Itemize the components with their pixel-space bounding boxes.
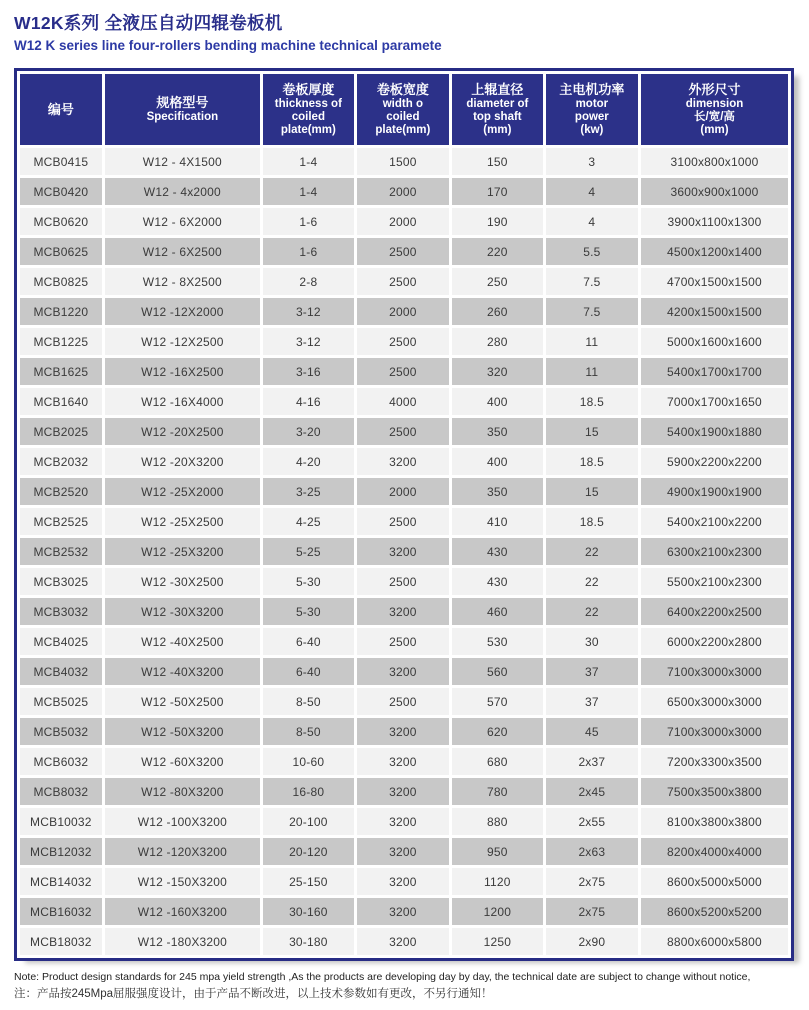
cell-dimension: 4500x1200x1400 bbox=[641, 238, 788, 265]
cell-power: 45 bbox=[546, 718, 638, 745]
column-header-line: plate(mm) bbox=[280, 123, 336, 136]
cell-specification: W12 -100X3200 bbox=[105, 808, 260, 835]
cell-width: 2500 bbox=[357, 418, 449, 445]
cell-specification: W12 -12X2000 bbox=[105, 298, 260, 325]
cell-width: 3200 bbox=[357, 808, 449, 835]
column-header-line: top shaft bbox=[473, 110, 522, 123]
cell-specification: W12 -40X2500 bbox=[105, 628, 260, 655]
table-row bbox=[20, 838, 788, 865]
cell-power: 22 bbox=[546, 598, 638, 625]
cell-specification: W12 -50X3200 bbox=[105, 718, 260, 745]
table-row bbox=[20, 628, 788, 655]
cell-width: 2000 bbox=[357, 478, 449, 505]
cell-power: 2x90 bbox=[546, 928, 638, 955]
cell-diameter: 260 bbox=[452, 298, 543, 325]
table-row bbox=[20, 178, 788, 205]
cell-dimension: 6300x2100x2300 bbox=[641, 538, 788, 565]
note-english: Note: Product design standards for 245 mpa yield strength ,As the products are developing day by day, the technical date are subject to change without notice, bbox=[14, 971, 751, 983]
table-row bbox=[20, 778, 788, 805]
cell-width: 2500 bbox=[357, 508, 449, 535]
column-header-line: (mm) bbox=[483, 123, 512, 136]
column-header-line: 卷板宽度 bbox=[376, 82, 429, 98]
table-row bbox=[20, 658, 788, 685]
cell-diameter: 1200 bbox=[452, 898, 543, 925]
cell-diameter: 430 bbox=[452, 538, 543, 565]
cell-power: 7.5 bbox=[546, 298, 638, 325]
cell-power: 4 bbox=[546, 178, 638, 205]
table-row bbox=[20, 718, 788, 745]
cell-specification: W12 - 4x2000 bbox=[105, 178, 260, 205]
cell-power: 2x55 bbox=[546, 808, 638, 835]
column-header-line: Specification bbox=[146, 110, 219, 123]
cell-specification: W12 -25X3200 bbox=[105, 538, 260, 565]
cell-power: 3 bbox=[546, 148, 638, 175]
cell-power: 2x45 bbox=[546, 778, 638, 805]
cell-diameter: 950 bbox=[452, 838, 543, 865]
cell-width: 2500 bbox=[357, 688, 449, 715]
cell-dimension: 7000x1700x1650 bbox=[641, 388, 788, 415]
cell-code: MCB5032 bbox=[20, 718, 102, 745]
column-header-line: 主电机功率 bbox=[559, 82, 625, 98]
cell-thickness: 3-12 bbox=[263, 298, 354, 325]
cell-power: 18.5 bbox=[546, 388, 638, 415]
table-row bbox=[20, 418, 788, 445]
cell-power: 22 bbox=[546, 538, 638, 565]
cell-dimension: 7100x3000x3000 bbox=[641, 658, 788, 685]
cell-code: MCB4025 bbox=[20, 628, 102, 655]
cell-code: MCB1625 bbox=[20, 358, 102, 385]
cell-specification: W12 -30X3200 bbox=[105, 598, 260, 625]
cell-diameter: 570 bbox=[452, 688, 543, 715]
cell-width: 2000 bbox=[357, 208, 449, 235]
cell-thickness: 4-16 bbox=[263, 388, 354, 415]
cell-power: 2x63 bbox=[546, 838, 638, 865]
cell-specification: W12 - 4X1500 bbox=[105, 148, 260, 175]
column-header-diameter bbox=[452, 74, 543, 145]
cell-power: 11 bbox=[546, 328, 638, 355]
cell-width: 3200 bbox=[357, 448, 449, 475]
cell-thickness: 6-40 bbox=[263, 628, 354, 655]
cell-width: 2500 bbox=[357, 268, 449, 295]
column-header-code bbox=[20, 74, 102, 145]
column-header-power bbox=[546, 74, 638, 145]
column-header-line: dimension bbox=[685, 97, 744, 110]
column-header-line: 长/宽/高 bbox=[694, 110, 735, 123]
cell-power: 15 bbox=[546, 478, 638, 505]
table-row bbox=[20, 868, 788, 895]
cell-power: 22 bbox=[546, 568, 638, 595]
cell-thickness: 1-6 bbox=[263, 208, 354, 235]
cell-dimension: 5400x2100x2200 bbox=[641, 508, 788, 535]
page-subtitle: W12 K series line four-rollers bending machine technical paramete bbox=[14, 38, 442, 53]
cell-thickness: 6-40 bbox=[263, 658, 354, 685]
cell-specification: W12 -20X3200 bbox=[105, 448, 260, 475]
cell-specification: W12 -20X2500 bbox=[105, 418, 260, 445]
cell-diameter: 410 bbox=[452, 508, 543, 535]
cell-dimension: 6000x2200x2800 bbox=[641, 628, 788, 655]
cell-thickness: 8-50 bbox=[263, 718, 354, 745]
cell-diameter: 400 bbox=[452, 448, 543, 475]
table-row bbox=[20, 538, 788, 565]
table-row bbox=[20, 208, 788, 235]
cell-code: MCB1220 bbox=[20, 298, 102, 325]
cell-power: 37 bbox=[546, 658, 638, 685]
cell-dimension: 5400x1700x1700 bbox=[641, 358, 788, 385]
cell-code: MCB8032 bbox=[20, 778, 102, 805]
cell-specification: W12 - 8X2500 bbox=[105, 268, 260, 295]
cell-code: MCB0620 bbox=[20, 208, 102, 235]
cell-code: MCB1640 bbox=[20, 388, 102, 415]
cell-thickness: 2-8 bbox=[263, 268, 354, 295]
table-row bbox=[20, 358, 788, 385]
cell-thickness: 1-4 bbox=[263, 148, 354, 175]
table-row bbox=[20, 748, 788, 775]
cell-diameter: 280 bbox=[452, 328, 543, 355]
cell-diameter: 1120 bbox=[452, 868, 543, 895]
cell-dimension: 5000x1600x1600 bbox=[641, 328, 788, 355]
cell-specification: W12 - 6X2500 bbox=[105, 238, 260, 265]
cell-power: 30 bbox=[546, 628, 638, 655]
cell-code: MCB0625 bbox=[20, 238, 102, 265]
cell-code: MCB2025 bbox=[20, 418, 102, 445]
cell-width: 2500 bbox=[357, 328, 449, 355]
column-header-line: 外形尺寸 bbox=[688, 82, 741, 98]
cell-code: MCB3032 bbox=[20, 598, 102, 625]
cell-power: 5.5 bbox=[546, 238, 638, 265]
cell-specification: W12 -150X3200 bbox=[105, 868, 260, 895]
cell-code: MCB10032 bbox=[20, 808, 102, 835]
cell-specification: W12 -180X3200 bbox=[105, 928, 260, 955]
cell-diameter: 320 bbox=[452, 358, 543, 385]
cell-width: 2500 bbox=[357, 358, 449, 385]
table-row bbox=[20, 928, 788, 955]
table-row bbox=[20, 688, 788, 715]
cell-width: 3200 bbox=[357, 778, 449, 805]
cell-width: 2000 bbox=[357, 298, 449, 325]
column-header-line: power bbox=[574, 110, 609, 123]
cell-width: 2500 bbox=[357, 628, 449, 655]
cell-specification: W12 -60X3200 bbox=[105, 748, 260, 775]
cell-diameter: 350 bbox=[452, 418, 543, 445]
cell-specification: W12 -50X2500 bbox=[105, 688, 260, 715]
cell-dimension: 8600x5200x5200 bbox=[641, 898, 788, 925]
cell-diameter: 880 bbox=[452, 808, 543, 835]
cell-code: MCB5025 bbox=[20, 688, 102, 715]
cell-width: 2000 bbox=[357, 178, 449, 205]
cell-width: 3200 bbox=[357, 658, 449, 685]
column-header-dimension bbox=[641, 74, 788, 145]
cell-code: MCB16032 bbox=[20, 898, 102, 925]
cell-width: 3200 bbox=[357, 748, 449, 775]
cell-thickness: 3-20 bbox=[263, 418, 354, 445]
cell-width: 2500 bbox=[357, 568, 449, 595]
cell-thickness: 8-50 bbox=[263, 688, 354, 715]
column-header-line: thickness of bbox=[274, 97, 342, 110]
cell-thickness: 1-6 bbox=[263, 238, 354, 265]
cell-width: 4000 bbox=[357, 388, 449, 415]
cell-diameter: 620 bbox=[452, 718, 543, 745]
cell-thickness: 5-30 bbox=[263, 598, 354, 625]
column-header-line: diameter of bbox=[466, 97, 529, 110]
cell-dimension: 7100x3000x3000 bbox=[641, 718, 788, 745]
cell-diameter: 400 bbox=[452, 388, 543, 415]
column-header-line: plate(mm) bbox=[375, 123, 431, 136]
cell-specification: W12 -80X3200 bbox=[105, 778, 260, 805]
cell-power: 4 bbox=[546, 208, 638, 235]
cell-thickness: 16-80 bbox=[263, 778, 354, 805]
cell-thickness: 30-180 bbox=[263, 928, 354, 955]
cell-thickness: 20-100 bbox=[263, 808, 354, 835]
cell-width: 3200 bbox=[357, 538, 449, 565]
cell-thickness: 30-160 bbox=[263, 898, 354, 925]
cell-power: 18.5 bbox=[546, 508, 638, 535]
cell-diameter: 460 bbox=[452, 598, 543, 625]
cell-dimension: 4900x1900x1900 bbox=[641, 478, 788, 505]
table-row bbox=[20, 328, 788, 355]
cell-code: MCB2525 bbox=[20, 508, 102, 535]
cell-specification: W12 - 6X2000 bbox=[105, 208, 260, 235]
cell-code: MCB3025 bbox=[20, 568, 102, 595]
cell-width: 3200 bbox=[357, 718, 449, 745]
column-header-line: width o bbox=[382, 97, 423, 110]
cell-code: MCB14032 bbox=[20, 868, 102, 895]
cell-dimension: 3100x800x1000 bbox=[641, 148, 788, 175]
column-header-thickness bbox=[263, 74, 354, 145]
cell-dimension: 5900x2200x2200 bbox=[641, 448, 788, 475]
cell-thickness: 5-30 bbox=[263, 568, 354, 595]
cell-width: 1500 bbox=[357, 148, 449, 175]
table-row bbox=[20, 478, 788, 505]
column-header-line: (mm) bbox=[700, 123, 729, 136]
cell-power: 18.5 bbox=[546, 448, 638, 475]
cell-diameter: 220 bbox=[452, 238, 543, 265]
cell-code: MCB0420 bbox=[20, 178, 102, 205]
cell-diameter: 560 bbox=[452, 658, 543, 685]
spec-table bbox=[14, 68, 794, 961]
cell-specification: W12 -40X3200 bbox=[105, 658, 260, 685]
cell-thickness: 3-12 bbox=[263, 328, 354, 355]
cell-specification: W12 -120X3200 bbox=[105, 838, 260, 865]
cell-width: 3200 bbox=[357, 838, 449, 865]
cell-thickness: 4-25 bbox=[263, 508, 354, 535]
cell-thickness: 1-4 bbox=[263, 178, 354, 205]
cell-diameter: 430 bbox=[452, 568, 543, 595]
cell-diameter: 170 bbox=[452, 178, 543, 205]
cell-dimension: 8800x6000x5800 bbox=[641, 928, 788, 955]
cell-dimension: 3600x900x1000 bbox=[641, 178, 788, 205]
cell-power: 11 bbox=[546, 358, 638, 385]
cell-power: 2x75 bbox=[546, 868, 638, 895]
table-row bbox=[20, 808, 788, 835]
cell-power: 2x37 bbox=[546, 748, 638, 775]
table-row bbox=[20, 148, 788, 175]
cell-code: MCB0825 bbox=[20, 268, 102, 295]
cell-dimension: 8200x4000x4000 bbox=[641, 838, 788, 865]
column-header-line: coiled bbox=[386, 110, 420, 123]
cell-code: MCB6032 bbox=[20, 748, 102, 775]
cell-diameter: 680 bbox=[452, 748, 543, 775]
cell-thickness: 20-120 bbox=[263, 838, 354, 865]
cell-diameter: 190 bbox=[452, 208, 543, 235]
cell-specification: W12 -160X3200 bbox=[105, 898, 260, 925]
table-row bbox=[20, 298, 788, 325]
cell-width: 3200 bbox=[357, 598, 449, 625]
cell-code: MCB2520 bbox=[20, 478, 102, 505]
column-header-line: 卷板厚度 bbox=[282, 82, 335, 98]
table-row bbox=[20, 568, 788, 595]
cell-thickness: 25-150 bbox=[263, 868, 354, 895]
column-header-line: 编号 bbox=[47, 101, 74, 117]
cell-diameter: 530 bbox=[452, 628, 543, 655]
cell-width: 3200 bbox=[357, 898, 449, 925]
column-header-line: (kw) bbox=[580, 123, 604, 136]
cell-code: MCB2032 bbox=[20, 448, 102, 475]
cell-dimension: 5500x2100x2300 bbox=[641, 568, 788, 595]
column-header-specification bbox=[105, 74, 260, 145]
column-header-line: 上辊直径 bbox=[471, 82, 524, 98]
cell-specification: W12 -16X4000 bbox=[105, 388, 260, 415]
table-row bbox=[20, 898, 788, 925]
cell-dimension: 5400x1900x1880 bbox=[641, 418, 788, 445]
cell-dimension: 4700x1500x1500 bbox=[641, 268, 788, 295]
cell-specification: W12 -30X2500 bbox=[105, 568, 260, 595]
cell-dimension: 8600x5000x5000 bbox=[641, 868, 788, 895]
cell-power: 2x75 bbox=[546, 898, 638, 925]
cell-code: MCB12032 bbox=[20, 838, 102, 865]
cell-width: 3200 bbox=[357, 868, 449, 895]
table-row bbox=[20, 268, 788, 295]
cell-dimension: 6500x3000x3000 bbox=[641, 688, 788, 715]
cell-dimension: 7500x3500x3800 bbox=[641, 778, 788, 805]
cell-code: MCB0415 bbox=[20, 148, 102, 175]
cell-diameter: 1250 bbox=[452, 928, 543, 955]
cell-thickness: 5-25 bbox=[263, 538, 354, 565]
cell-code: MCB2532 bbox=[20, 538, 102, 565]
cell-code: MCB4032 bbox=[20, 658, 102, 685]
table-row bbox=[20, 508, 788, 535]
column-header-width bbox=[357, 74, 449, 145]
cell-specification: W12 -25X2500 bbox=[105, 508, 260, 535]
column-header-line: motor bbox=[575, 97, 609, 110]
cell-specification: W12 -25X2000 bbox=[105, 478, 260, 505]
column-header-line: 规格型号 bbox=[156, 95, 209, 111]
cell-width: 2500 bbox=[357, 238, 449, 265]
cell-thickness: 4-20 bbox=[263, 448, 354, 475]
cell-power: 7.5 bbox=[546, 268, 638, 295]
cell-power: 15 bbox=[546, 418, 638, 445]
cell-dimension: 3900x1100x1300 bbox=[641, 208, 788, 235]
note-chinese: 注：产品按245Mpa屈服强度设计，由于产品不断改进，以上技术参数如有更改，不另行通知！ bbox=[14, 987, 493, 1000]
cell-diameter: 250 bbox=[452, 268, 543, 295]
cell-diameter: 350 bbox=[452, 478, 543, 505]
column-header-line: coiled bbox=[291, 110, 325, 123]
table-row bbox=[20, 448, 788, 475]
cell-code: MCB18032 bbox=[20, 928, 102, 955]
cell-power: 37 bbox=[546, 688, 638, 715]
cell-specification: W12 -16X2500 bbox=[105, 358, 260, 385]
cell-code: MCB1225 bbox=[20, 328, 102, 355]
table-row bbox=[20, 598, 788, 625]
header-row bbox=[20, 74, 788, 145]
table-row bbox=[20, 388, 788, 415]
cell-thickness: 10-60 bbox=[263, 748, 354, 775]
cell-thickness: 3-25 bbox=[263, 478, 354, 505]
cell-width: 3200 bbox=[357, 928, 449, 955]
table-row bbox=[20, 238, 788, 265]
cell-dimension: 4200x1500x1500 bbox=[641, 298, 788, 325]
cell-specification: W12 -12X2500 bbox=[105, 328, 260, 355]
cell-dimension: 6400x2200x2500 bbox=[641, 598, 788, 625]
cell-dimension: 7200x3300x3500 bbox=[641, 748, 788, 775]
cell-thickness: 3-16 bbox=[263, 358, 354, 385]
page-title: W12K系列 全液压自动四辊卷板机 bbox=[14, 13, 283, 33]
cell-diameter: 150 bbox=[452, 148, 543, 175]
cell-dimension: 8100x3800x3800 bbox=[641, 808, 788, 835]
cell-diameter: 780 bbox=[452, 778, 543, 805]
